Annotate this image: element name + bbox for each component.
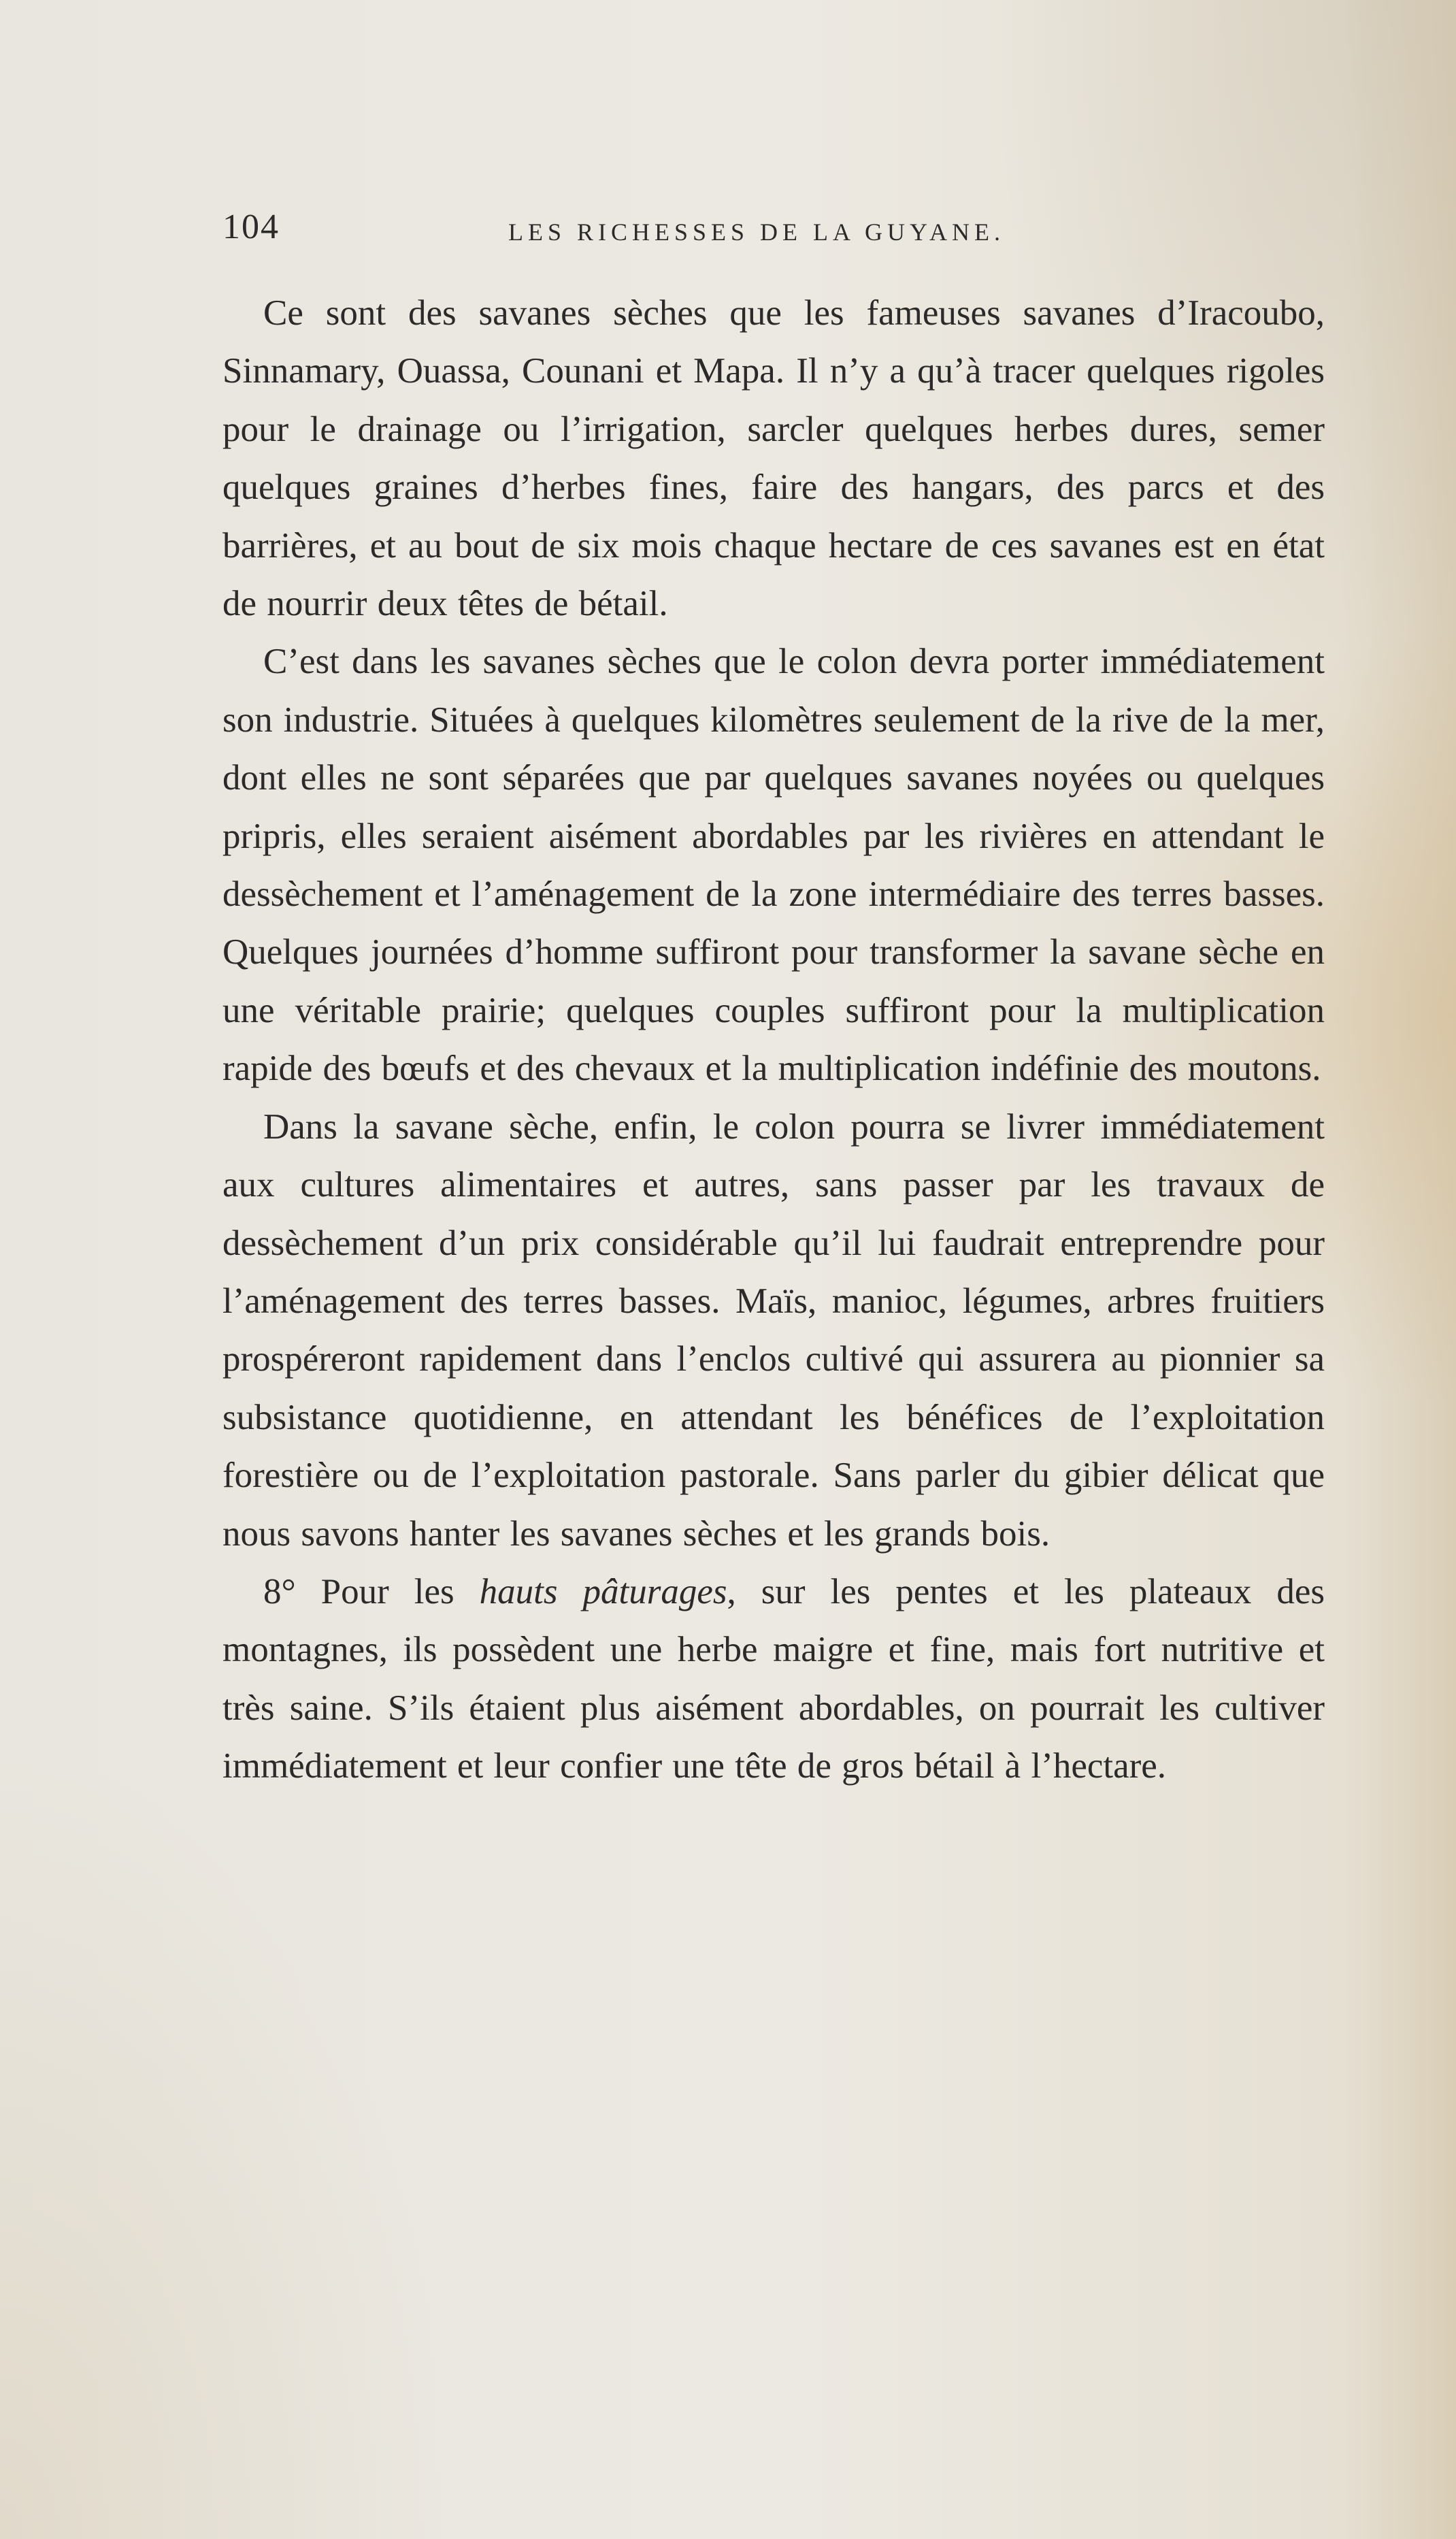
paragraph-prefix: 8° Pour les [263, 1571, 480, 1611]
italic-term: hauts pâturages [479, 1571, 727, 1611]
body-text [222, 284, 1325, 1796]
paragraph-rest: , sur les pentes et les plateaux des montagnes, ils possèdent une herbe maigre et fine, mais fort nutritive et très saine. S’ils étaient plus aisément abordables, on pourrait les cultiver immédiatement et leur confier une tête de gros bétail à l’hectare. [222, 1571, 1325, 1786]
running-head [222, 207, 1331, 261]
paragraph-dry-savannas: Ce sont des savanes sèches que les fameuses savanes d’Iracoubo, Sinnamary, Ouassa, Counani et Mapa. Il n’y a qu’à tracer quelques rigoles pour le drainage ou l’irrigation, sarcler quelques herbes dures, semer quelques graines d’herbes fines, faire des hangars, des parcs et des barrières, et au bout de six mois chaque hectare de ces savanes est en état de nourrir deux têtes de bétail. [222, 293, 1325, 624]
paragraph-high-pastures [222, 1563, 1325, 1796]
paragraph-colonist-industry: C’est dans les savanes sèches que le colon devra porter immédiatement son industrie. Situées à quelques kilomètres seulement de la rive de la mer, dont elles ne sont séparées que par quelques savanes noyées ou quelques pripris, elles seraient aisément abordables par les rivières en attendant le dessèchement et l’aménagement de la zone intermédiaire des terres basses. Quelques journées d’homme suffiront pour transformer la savane sèche en une véritable prairie; quelques couples suffiront pour la multiplication rapide des bœufs et des chevaux et la multiplication indéfinie des moutons. [222, 642, 1325, 1089]
paragraph-food-crops: Dans la savane sèche, enfin, le colon pourra se livrer immédiatement aux cultures alimentaires et autres, sans passer par les travaux de dessèchement d’un prix considérable qu’il lui faudrait entreprendre pour l’aménagement des terres basses. Maïs, manioc, légumes, arbres fruitiers prospéreront rapidement dans l’enclos cultivé qui assurera au pionnier sa subsistance quotidienne, en attendant les bénéfices de l’exploitation forestière ou de l’exploitation pastorale. Sans parler du gibier délicat que nous savons hanter les savanes sèches et les grands bois. [222, 1107, 1325, 1554]
page-number: 104 [222, 208, 280, 246]
running-title: LES RICHESSES DE LA GUYANE. [508, 218, 1006, 246]
